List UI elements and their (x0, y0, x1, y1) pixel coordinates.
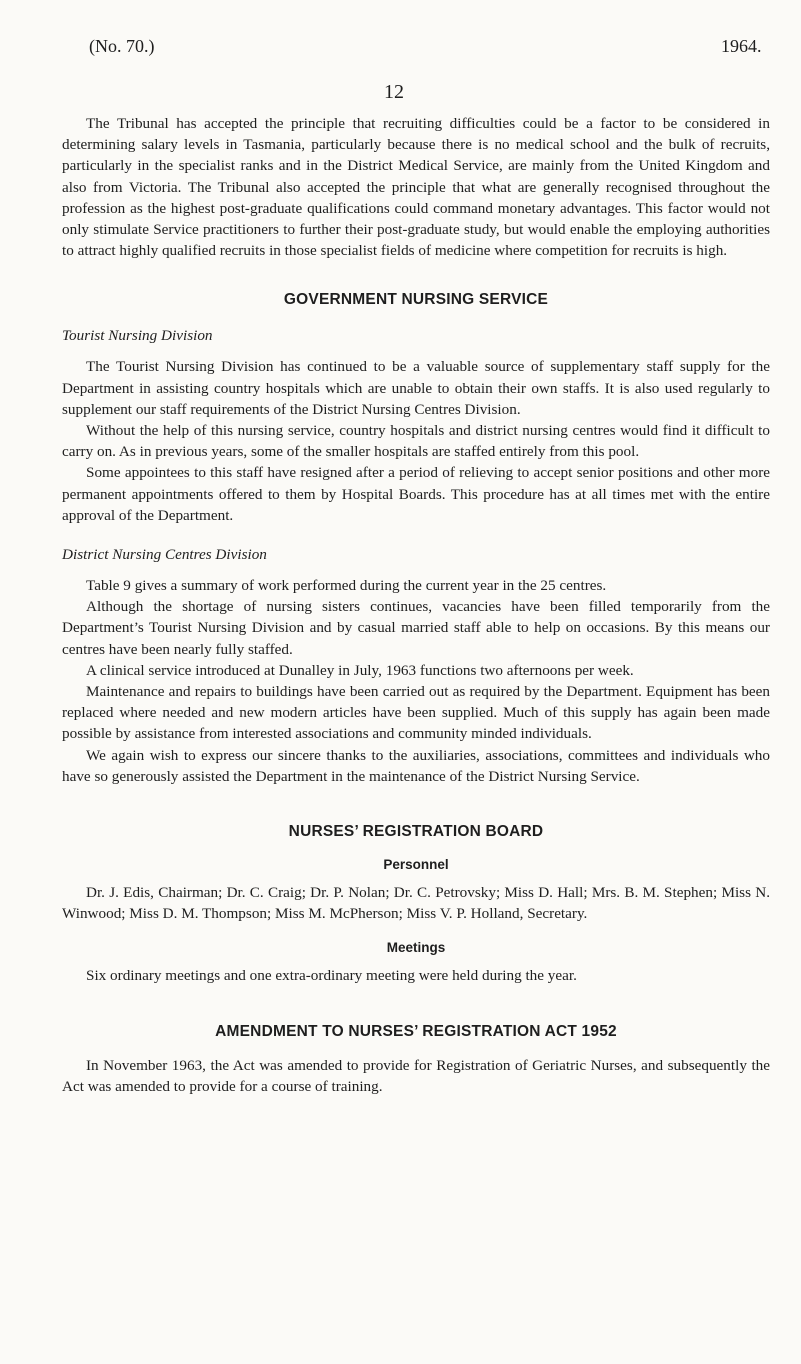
document-year: 1964. (721, 36, 762, 56)
paragraph: We again wish to express our sincere thanks to the auxiliaries, associations, committees and individuals who have so generously assisted the Department in the maintenance of the District Nursing Service. (62, 746, 770, 785)
subheading-meetings: Meetings (386, 940, 446, 956)
paragraph: Although the shortage of nursing sisters continues, vacancies have been filled temporarily from the Department’s Tourist Nursing Division and by casual married staff able to help on occasions. By this means our centres have been nearly fully staffed. (62, 598, 770, 658)
paragraph: The Tourist Nursing Division has continued to be a valuable source of supplementary staff supply for the Department in assisting country hospitals which are unable to obtain their own staffs. It is also used regularly to supplement our staff requirements of the District Nursing Centres Division. (62, 358, 770, 418)
intro-paragraph: The Tribunal has accepted the principle that recruiting difficulties could be a factor to be considered in determining salary levels in Tasmania, particularly because there is no medical school and the bulk of recruits, particularly in the specialist ranks and in the District Medical Service, are mainly from the United Kingdom and also from Victoria. The Tribunal also accepted the principle that what are generally recognised throughout the profession as the highest post-graduate qualifications could command monetary advantages. This factor would not only stimulate Service practitioners to further their post-graduate study, but would enable the employing authorities to attract highly qualified recruits in those specialist fields of medicine where competition for recruits is high. (62, 115, 770, 260)
paragraph: Maintenance and repairs to buildings have been carried out as required by the Department. Equipment has been replaced where needed and new modern articles have been supplied. Much of this supply has again been made possible by assistance from interested associations and community minded individuals. (62, 683, 770, 743)
personnel-list: Dr. J. Edis, Chairman; Dr. C. Craig; Dr. P. Nolan; Dr. C. Petrovsky; Miss D. Hall; Mrs. B. M. Stephen; Miss N. Winwood; Miss D. M. Thompson; Miss M. McPherson; Miss V. P. Holland, Secretary. (62, 884, 770, 923)
page-body (62, 113, 770, 1097)
section-heading-nurses-registration-board: NURSES’ REGISTRATION BOARD (288, 823, 544, 841)
document-number: (No. 70.) (89, 36, 155, 56)
amendment-paragraph: In November 1963, the Act was amended to provide for Registration of Geriatric Nurses, and subsequently the Act was amended to provide for a course of training. (62, 1056, 770, 1095)
paragraph: A clinical service introduced at Dunalley in July, 1963 functions two afternoons per week. (86, 661, 634, 679)
paragraph: Table 9 gives a summary of work performed during the current year in the 25 centres. (86, 577, 607, 595)
section-heading-government-nursing: GOVERNMENT NURSING SERVICE (283, 291, 549, 309)
paragraph: Without the help of this nursing service, country hospitals and district nursing centres would find it difficult to carry on. As in previous years, some of the smaller hospitals are staffed entirely from this pool. (62, 422, 770, 461)
paragraph: Some appointees to this staff have resigned after a period of relieving to accept senior positions and other more permanent appointments offered to them by Hospital Boards. This procedure has at all times met with the entire approval of the Department. (62, 464, 770, 524)
subheading-tourist-nursing: Tourist Nursing Division (62, 327, 213, 345)
subheading-district-nursing: District Nursing Centres Division (62, 546, 267, 564)
page-number: 12 (384, 81, 404, 103)
meetings-paragraph: Six ordinary meetings and one extra-ordinary meeting were held during the year. (86, 967, 577, 985)
subheading-personnel: Personnel (383, 857, 449, 873)
section-heading-amendment: AMENDMENT TO NURSES’ REGISTRATION ACT 1952 (215, 1022, 617, 1040)
